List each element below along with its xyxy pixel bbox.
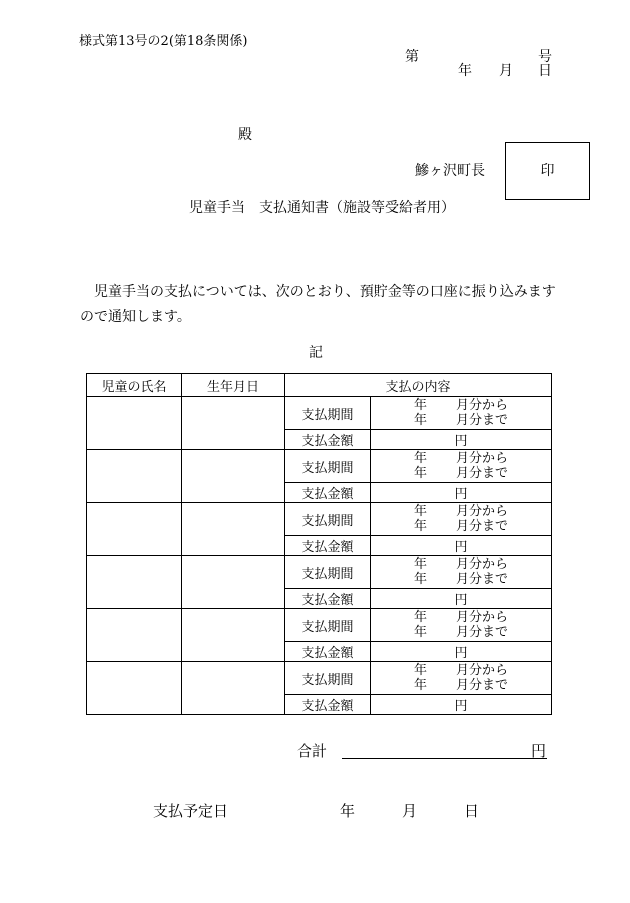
seal-label: 印 xyxy=(540,162,555,179)
to-year-label: 年 xyxy=(414,572,428,587)
period-from xyxy=(414,504,508,519)
amount-value-cell[interactable] xyxy=(371,642,552,662)
to-year-label: 年 xyxy=(414,625,428,640)
table-row xyxy=(87,662,552,695)
to-year-label: 年 xyxy=(414,519,428,534)
amount-label: 支払金額 xyxy=(285,536,371,556)
birthdate-cell[interactable] xyxy=(182,662,285,715)
to-year-label: 年 xyxy=(414,678,428,693)
birthdate-cell[interactable] xyxy=(182,556,285,609)
from-year-label: 年 xyxy=(414,610,428,625)
period-label: 支払期間 xyxy=(285,397,371,430)
amount-label: 支払金額 xyxy=(285,483,371,503)
table-row xyxy=(87,450,552,483)
to-month-label: 月分まで xyxy=(455,625,508,640)
issuer-name: 鰺ヶ沢町長 xyxy=(415,163,485,179)
period-to xyxy=(414,572,508,587)
amount-value-cell[interactable] xyxy=(371,430,552,450)
period-value-cell[interactable] xyxy=(371,397,552,430)
scheduled-day: 日 xyxy=(464,802,480,820)
period-value-cell[interactable] xyxy=(371,609,552,642)
from-year-label: 年 xyxy=(414,557,428,572)
period-label: 支払期間 xyxy=(285,503,371,536)
scheduled-year: 年 xyxy=(340,802,356,820)
from-year-label: 年 xyxy=(414,398,428,413)
period-label: 支払期間 xyxy=(285,609,371,642)
table-header-row xyxy=(87,374,552,397)
child-name-cell[interactable] xyxy=(87,503,182,556)
birthdate-cell[interactable] xyxy=(182,609,285,662)
birthdate-cell[interactable] xyxy=(182,450,285,503)
to-month-label: 月分まで xyxy=(455,413,508,428)
period-value-cell[interactable] xyxy=(371,556,552,589)
period-value-cell[interactable] xyxy=(371,662,552,695)
period-to xyxy=(414,625,508,640)
total-label: 合計 xyxy=(297,742,328,760)
yen-label: 円 xyxy=(454,434,468,449)
to-month-label: 月分まで xyxy=(455,466,508,481)
from-year-label: 年 xyxy=(414,504,428,519)
yen-label: 円 xyxy=(454,699,468,714)
period-to xyxy=(414,413,508,428)
header-payment-content: 支払の内容 xyxy=(285,374,552,397)
child-name-cell[interactable] xyxy=(87,662,182,715)
period-label: 支払期間 xyxy=(285,556,371,589)
period-value-cell[interactable] xyxy=(371,503,552,536)
from-month-label: 月分から xyxy=(455,398,508,413)
period-to xyxy=(414,678,508,693)
amount-value-cell[interactable] xyxy=(371,589,552,609)
amount-label: 支払金額 xyxy=(285,589,371,609)
to-month-label: 月分まで xyxy=(455,572,508,587)
doc-number-prefix: 第 xyxy=(405,49,419,65)
addressee-suffix: 殿 xyxy=(238,127,252,143)
from-year-label: 年 xyxy=(414,451,428,466)
date-day: 日 xyxy=(538,63,552,79)
child-name-cell[interactable] xyxy=(87,450,182,503)
period-from xyxy=(414,398,508,413)
from-month-label: 月分から xyxy=(455,451,508,466)
table-row xyxy=(87,397,552,430)
to-year-label: 年 xyxy=(414,413,428,428)
to-month-label: 月分まで xyxy=(455,519,508,534)
period-to xyxy=(414,466,508,481)
period-from xyxy=(414,557,508,572)
scheduled-date-label: 支払予定日 xyxy=(153,802,229,820)
yen-label: 円 xyxy=(454,540,468,555)
scheduled-month: 月 xyxy=(402,802,418,820)
form-id: 様式第13号の2(第18条関係) xyxy=(79,34,248,49)
from-month-label: 月分から xyxy=(455,504,508,519)
period-from xyxy=(414,610,508,625)
period-from xyxy=(414,451,508,466)
yen-label: 円 xyxy=(454,646,468,661)
child-name-cell[interactable] xyxy=(87,556,182,609)
period-from xyxy=(414,663,508,678)
from-month-label: 月分から xyxy=(455,610,508,625)
body-text: 児童手当の支払については、次のとおり、預貯金等の口座に振り込みますので通知します。 xyxy=(80,284,556,325)
table-row xyxy=(87,556,552,589)
to-month-label: 月分まで xyxy=(455,678,508,693)
from-month-label: 月分から xyxy=(455,557,508,572)
document-title: 児童手当 支払通知書（施設等受給者用） xyxy=(189,200,455,216)
child-name-cell[interactable] xyxy=(87,609,182,662)
table-row xyxy=(87,609,552,642)
seal-box xyxy=(505,142,590,200)
amount-label: 支払金額 xyxy=(285,642,371,662)
birthdate-cell[interactable] xyxy=(182,503,285,556)
amount-label: 支払金額 xyxy=(285,695,371,715)
doc-number-suffix: 号 xyxy=(538,49,552,65)
ki-label: 記 xyxy=(309,345,323,361)
date-year: 年 xyxy=(458,63,472,79)
payment-table xyxy=(86,373,552,715)
amount-value-cell[interactable] xyxy=(371,536,552,556)
table-row xyxy=(87,503,552,536)
yen-label: 円 xyxy=(454,487,468,502)
child-name-cell[interactable] xyxy=(87,397,182,450)
total-amount-line[interactable] xyxy=(342,758,547,759)
amount-value-cell[interactable] xyxy=(371,483,552,503)
period-label: 支払期間 xyxy=(285,662,371,695)
to-year-label: 年 xyxy=(414,466,428,481)
period-value-cell[interactable] xyxy=(371,450,552,483)
period-to xyxy=(414,519,508,534)
birthdate-cell[interactable] xyxy=(182,397,285,450)
period-label: 支払期間 xyxy=(285,450,371,483)
amount-value-cell[interactable] xyxy=(371,695,552,715)
from-year-label: 年 xyxy=(414,663,428,678)
yen-label: 円 xyxy=(454,593,468,608)
from-month-label: 月分から xyxy=(455,663,508,678)
header-child-name: 児童の氏名 xyxy=(87,374,182,397)
header-birthdate: 生年月日 xyxy=(182,374,285,397)
total-yen: 円 xyxy=(531,742,547,760)
date-month: 月 xyxy=(499,63,513,79)
amount-label: 支払金額 xyxy=(285,430,371,450)
